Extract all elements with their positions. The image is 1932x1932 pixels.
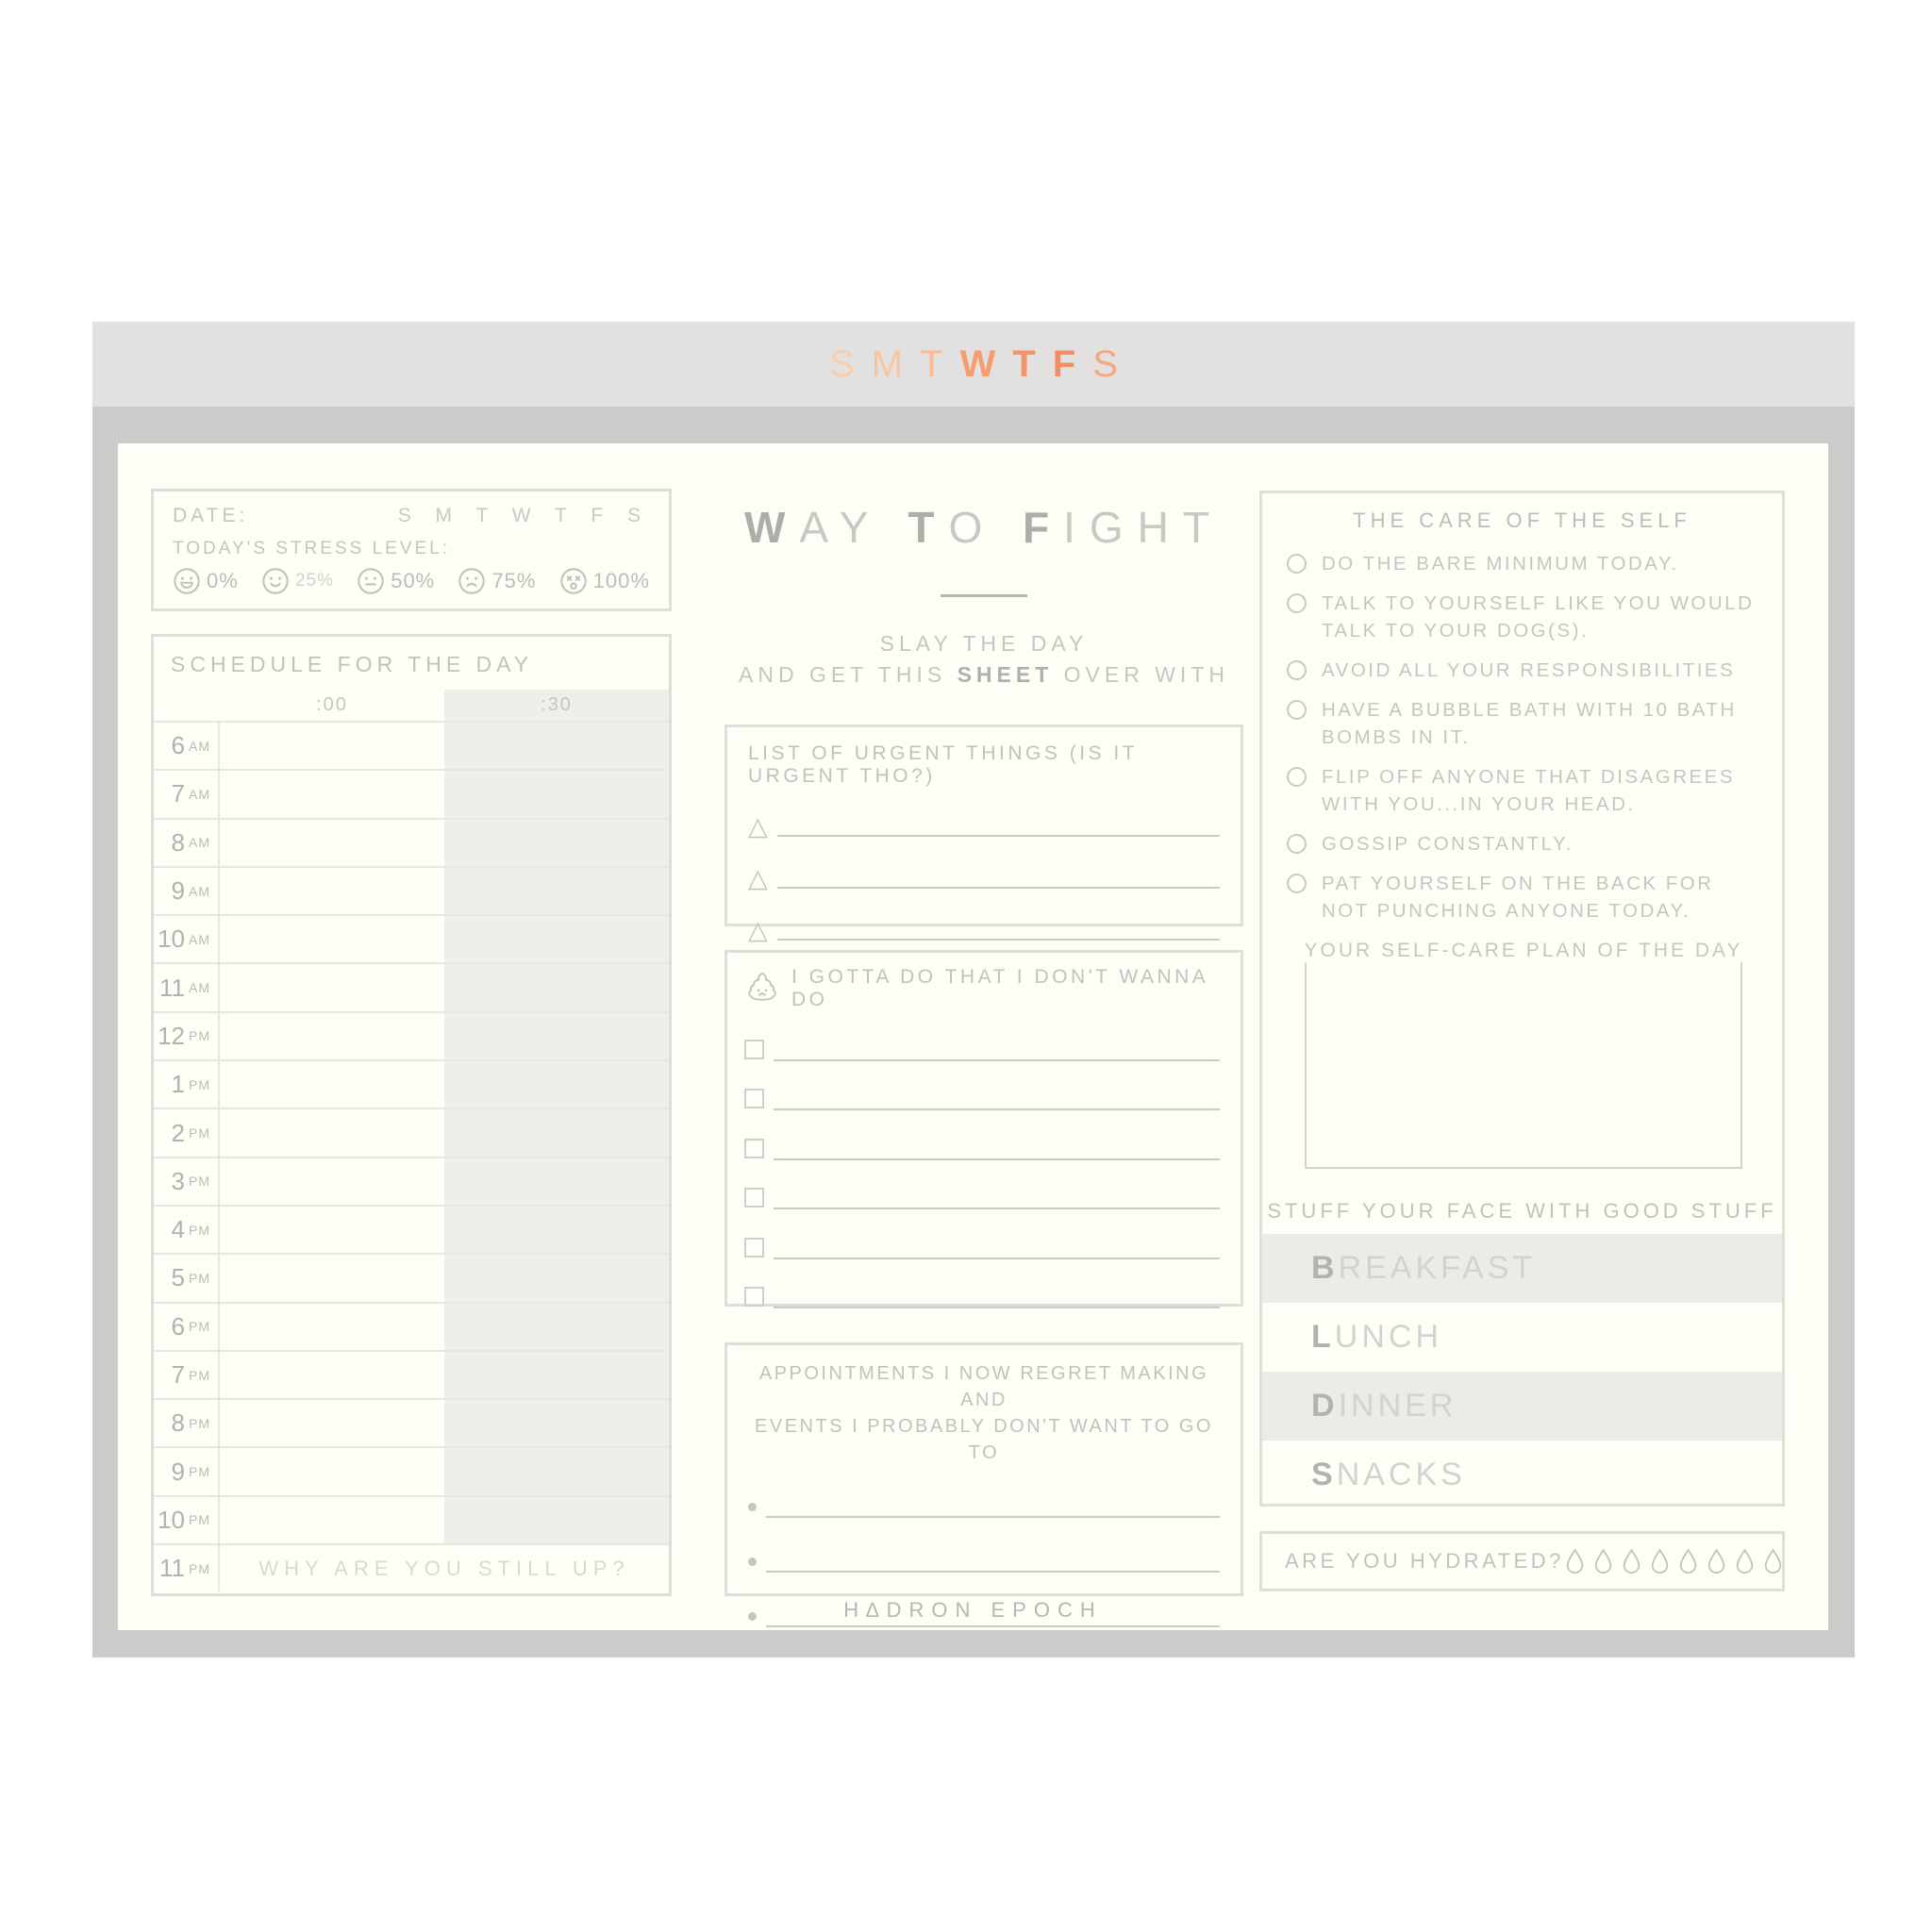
self-care-plan-area[interactable]: [1304, 940, 1743, 1169]
schedule-row-2pm: [154, 1108, 669, 1156]
circle-bullet[interactable]: [1287, 593, 1307, 613]
time-label: 9 AM: [154, 868, 220, 914]
time-label: 3 PM: [154, 1158, 220, 1205]
appointments-title-line-1: APPOINTMENTS I NOW REGRET MAKING AND: [758, 1363, 1209, 1410]
hydration-box: [1259, 1531, 1785, 1591]
schedule-row-6pm: [154, 1302, 669, 1350]
neutral-face: [357, 567, 385, 595]
stress-option-75[interactable]: 75%: [458, 567, 536, 595]
water-drop-icon[interactable]: [1621, 1548, 1642, 1575]
slot-30[interactable]: [444, 1497, 669, 1543]
schedule-row-1pm: [154, 1059, 669, 1108]
time-label: 8 AM: [154, 820, 220, 866]
water-drop-icon[interactable]: [1734, 1548, 1756, 1575]
time-label: 4 PM: [154, 1207, 220, 1253]
time-label: 7 PM: [154, 1352, 220, 1398]
gotta-row-2: [744, 1061, 1220, 1111]
circle-bullet[interactable]: [1287, 834, 1307, 854]
schedule-title: SCHEDULE FOR THE DAY: [171, 652, 534, 676]
urgent-things-box: [724, 724, 1243, 944]
weekday-letter-2: T: [920, 342, 943, 385]
slot-30[interactable]: [444, 1255, 669, 1301]
subtitle-line-1: SLAY THE DAY: [879, 631, 1089, 656]
appointment-row-1: [748, 1466, 1220, 1521]
slot-00[interactable]: [220, 1109, 444, 1156]
meal-row-snacks[interactable]: S NACKS: [1311, 1457, 1466, 1492]
task-checkbox[interactable]: [744, 1238, 764, 1257]
title-divider: [724, 594, 1243, 597]
slot-30[interactable]: [444, 1352, 669, 1398]
slot-00[interactable]: [220, 1497, 444, 1543]
schedule-row-11pm: [154, 1543, 669, 1591]
food-section-title: STUFF YOUR FACE WITH GOOD STUFF: [1267, 1199, 1777, 1223]
slot-00[interactable]: [220, 820, 444, 866]
planner-sheet: [118, 443, 1828, 1630]
slot-30[interactable]: [444, 1304, 669, 1350]
gotta-row-6: [744, 1259, 1220, 1309]
urgent-writing-line[interactable]: [777, 910, 1220, 941]
bullet-dot: [748, 1503, 757, 1511]
date-stress-box: [151, 489, 672, 611]
meal-row-breakfast[interactable]: B REAKFAST: [1262, 1234, 1782, 1303]
circle-bullet[interactable]: [1287, 660, 1307, 680]
time-label: 8 PM: [154, 1400, 220, 1446]
gotta-writing-line[interactable]: [774, 1031, 1220, 1061]
gotta-row-5: [744, 1209, 1220, 1259]
slot-00[interactable]: [220, 1207, 444, 1253]
hydration-label: ARE YOU HYDRATED?: [1285, 1549, 1564, 1573]
slot-30[interactable]: [444, 868, 669, 914]
schedule-row-5pm: [154, 1253, 669, 1301]
slot-00[interactable]: [220, 1448, 444, 1494]
weekday-letter-0: S: [829, 342, 855, 385]
gotta-writing-line[interactable]: [774, 1278, 1220, 1308]
self-care-item-7[interactable]: PAT YOURSELF ON THE BACK FOR NOT PUNCHING ANYONE TODAY.: [1287, 870, 1756, 924]
gotta-row-3: [744, 1110, 1220, 1160]
slot-00[interactable]: [220, 1304, 444, 1350]
schedule-header-spacer: [154, 690, 220, 721]
late-night-note[interactable]: WHY ARE YOU STILL UP?: [258, 1556, 630, 1580]
frown-face: [458, 567, 486, 595]
appointment-writing-line[interactable]: [766, 1542, 1220, 1573]
schedule-row-8pm: [154, 1398, 669, 1446]
subtitle-line-2: AND GET THIS SHEET OVER WITH: [739, 662, 1229, 687]
triangle-bullet: △: [748, 916, 768, 944]
slot-30[interactable]: [444, 1400, 669, 1446]
gotta-do-box: [724, 950, 1243, 1307]
schedule-row-7am: [154, 769, 669, 817]
schedule-row-8am: [154, 818, 669, 866]
weekday-letter-1: M: [871, 342, 904, 385]
self-care-item-5[interactable]: FLIP OFF ANYONE THAT DISAGREES WITH YOU...IN YOUR HEAD.: [1287, 763, 1756, 818]
slot-00[interactable]: [220, 723, 444, 769]
stress-option-0[interactable]: 0%: [173, 567, 239, 595]
slot-00[interactable]: [220, 771, 444, 817]
slot-00[interactable]: [220, 1158, 444, 1205]
brand-logo: H∆DRON EPOCH: [843, 1598, 1103, 1622]
self-care-item-3[interactable]: AVOID ALL YOUR RESPONSIBILITIES: [1287, 657, 1756, 684]
water-drop-icon[interactable]: [1592, 1548, 1614, 1575]
weekday-strip: [92, 322, 1855, 407]
time-label: 7 AM: [154, 771, 220, 817]
stress-option-25[interactable]: 25%: [261, 567, 334, 595]
schedule-row-4pm: [154, 1205, 669, 1253]
urgent-row-1: [748, 788, 1220, 840]
self-care-plan-title: YOUR SELF-CARE PLAN OF THE DAY: [1293, 940, 1755, 962]
self-care-item-6[interactable]: GOSSIP CONSTANTLY.: [1287, 830, 1756, 858]
time-label: 5 PM: [154, 1255, 220, 1301]
schedule-row-9am: [154, 866, 669, 914]
schedule-row-10pm: [154, 1495, 669, 1543]
urgent-things-title: LIST OF URGENT THINGS (IS IT URGENT THO?): [748, 742, 1138, 787]
page-title: WAY TO FIGHT: [744, 503, 1224, 552]
water-drop-icon[interactable]: [1649, 1548, 1671, 1575]
slot-00[interactable]: [220, 916, 444, 962]
circle-bullet[interactable]: [1287, 700, 1307, 720]
task-checkbox[interactable]: [744, 1139, 764, 1158]
gotta-writing-line[interactable]: [774, 1080, 1220, 1110]
slot-00[interactable]: [220, 1255, 444, 1301]
weekday-letter-5: F: [1052, 342, 1076, 385]
slot-30[interactable]: [444, 820, 669, 866]
schedule-row-3pm: [154, 1157, 669, 1205]
schedule-col-30-header: :30: [444, 690, 669, 721]
self-care-item-1[interactable]: DO THE BARE MINIMUM TODAY.: [1287, 550, 1756, 577]
meals-list: [1262, 1234, 1782, 1509]
slot-00[interactable]: [220, 868, 444, 914]
circle-bullet[interactable]: [1287, 554, 1307, 574]
hydration-drops: [1564, 1548, 1784, 1575]
slot-30[interactable]: [444, 964, 669, 1010]
appointments-box: [724, 1342, 1243, 1596]
water-drop-icon[interactable]: [1564, 1548, 1586, 1575]
circle-bullet[interactable]: [1287, 767, 1307, 787]
appointment-writing-line[interactable]: [766, 1488, 1220, 1518]
meal-row-dinner[interactable]: D INNER: [1262, 1372, 1782, 1441]
weekday-letter-6: S: [1092, 342, 1118, 385]
schedule-row-9pm: [154, 1446, 669, 1494]
water-drop-icon[interactable]: [1677, 1548, 1699, 1575]
gotta-writing-line[interactable]: [774, 1130, 1220, 1160]
self-care-list: [1262, 533, 1782, 924]
self-care-item-4[interactable]: HAVE A BUBBLE BATH WITH 10 BATH BOMBS IN IT.: [1287, 696, 1756, 751]
gotta-writing-line[interactable]: [774, 1179, 1220, 1209]
gotta-row-1: [744, 1011, 1220, 1061]
schedule-col-00-header: :00: [316, 694, 348, 715]
slot-00[interactable]: [220, 1400, 444, 1446]
slot-30[interactable]: [444, 1207, 669, 1253]
appointments-title-line-2: EVENTS I PROBABLY DON'T WANT TO GO TO: [755, 1416, 1213, 1463]
time-label: 11 PM: [154, 1545, 220, 1591]
gotta-do-title: I GOTTA DO THAT I DON'T WANNA DO: [791, 966, 1208, 1010]
weekday-selector[interactable]: S M T W T F S: [397, 505, 650, 526]
slot-30[interactable]: [444, 723, 669, 769]
slot-30[interactable]: [444, 1448, 669, 1494]
self-care-box: [1259, 491, 1785, 1507]
task-checkbox[interactable]: [744, 1040, 764, 1059]
self-care-item-2[interactable]: TALK TO YOURSELF LIKE YOU WOULD TALK TO YOUR DOG(S).: [1287, 590, 1756, 644]
grin-face: [173, 567, 201, 595]
circle-bullet[interactable]: [1287, 874, 1307, 893]
smile-face: [261, 567, 290, 595]
slot-30[interactable]: [444, 916, 669, 962]
urgent-row-3: [748, 891, 1220, 943]
water-drop-icon[interactable]: [1706, 1548, 1727, 1575]
slot-30[interactable]: [444, 771, 669, 817]
appointment-row-2: [748, 1521, 1220, 1575]
time-label: 6 AM: [154, 723, 220, 769]
slot-30[interactable]: [444, 1013, 669, 1059]
meal-row-lunch[interactable]: L UNCH: [1311, 1319, 1442, 1355]
bullet-dot: [748, 1557, 757, 1566]
gotta-row-4: [744, 1160, 1220, 1210]
water-drop-icon[interactable]: [1762, 1548, 1784, 1575]
date-label: DATE:: [173, 505, 249, 526]
page-subtitle: [710, 628, 1257, 691]
dead-face: [559, 567, 588, 595]
gotta-writing-line[interactable]: [774, 1229, 1220, 1259]
slot-30[interactable]: [444, 1109, 669, 1156]
slot-00[interactable]: [220, 1061, 444, 1108]
schedule-box: [151, 634, 672, 1596]
time-label: 12 PM: [154, 1013, 220, 1059]
time-label: 2 PM: [154, 1109, 220, 1156]
triangle-bullet: △: [748, 864, 768, 892]
slot-30[interactable]: [444, 1061, 669, 1108]
self-care-title: THE CARE OF THE SELF: [1353, 508, 1691, 532]
stress-option-50[interactable]: 50%: [357, 567, 435, 595]
stress-option-100[interactable]: 100%: [559, 567, 650, 595]
triangle-bullet: △: [748, 812, 768, 841]
urgent-writing-line[interactable]: [777, 858, 1220, 889]
slot-30[interactable]: [444, 1158, 669, 1205]
schedule-row-10am: [154, 914, 669, 962]
task-checkbox[interactable]: [744, 1188, 764, 1208]
time-label: 11 AM: [154, 964, 220, 1010]
slot-00[interactable]: [220, 1013, 444, 1059]
stress-level-label: TODAY'S STRESS LEVEL:: [173, 539, 451, 558]
urgent-writing-line[interactable]: [777, 807, 1220, 837]
time-label: 9 PM: [154, 1448, 220, 1494]
schedule-row-11am: [154, 962, 669, 1010]
time-label: 1 PM: [154, 1061, 220, 1108]
stress-level-options: [173, 567, 650, 595]
time-label: 6 PM: [154, 1304, 220, 1350]
task-checkbox[interactable]: [744, 1089, 764, 1108]
task-checkbox[interactable]: [744, 1287, 764, 1307]
weekday-letter-4: T: [1012, 342, 1036, 385]
schedule-row-12pm: [154, 1011, 669, 1059]
schedule-row-6am: [154, 721, 669, 769]
schedule-header: [154, 690, 669, 721]
schedule-row-7pm: [154, 1350, 669, 1398]
weekday-letter-3: W: [959, 342, 996, 385]
slot-00[interactable]: [220, 1352, 444, 1398]
notepad-base: [92, 407, 1855, 1657]
urgent-row-2: [748, 840, 1220, 891]
slot-00[interactable]: [220, 964, 444, 1010]
time-label: 10 PM: [154, 1497, 220, 1543]
time-label: 10 AM: [154, 916, 220, 962]
sad-poop-icon: [744, 971, 780, 1008]
